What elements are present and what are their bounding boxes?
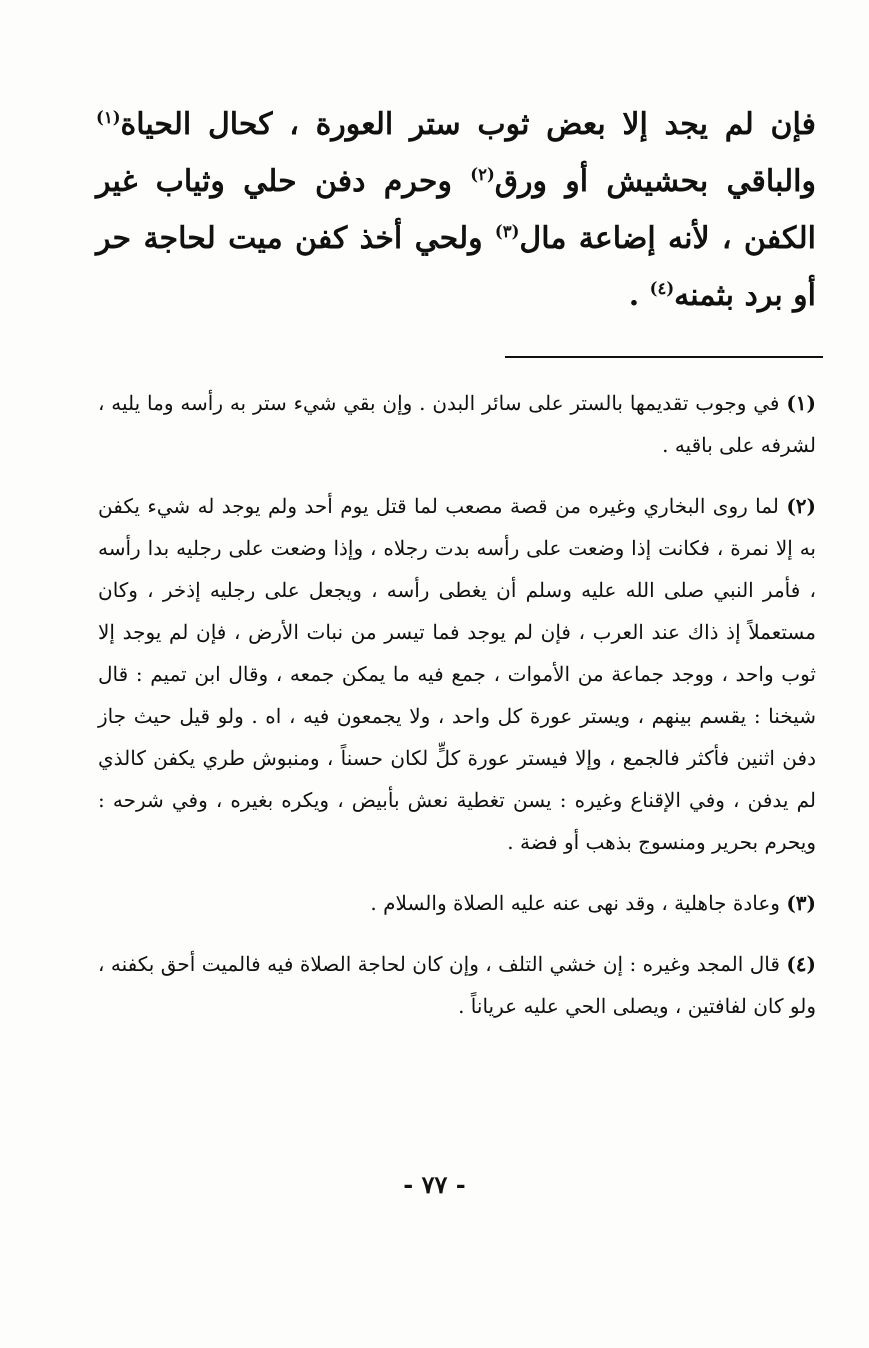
footnote-2 — [98, 485, 816, 863]
footnote-1 — [98, 382, 816, 466]
main-line-1: فإن لم يجد إلا بعض ثوب ستر العورة ، كحال الحياة — [120, 107, 816, 142]
main-line-3: الكفن ، لأنه إضاعة مال — [519, 221, 816, 256]
footnote-ref-4[interactable]: (٤) — [649, 279, 675, 298]
main-line-4-end: . — [628, 278, 640, 313]
main-paragraph — [96, 96, 816, 324]
footnote-text: لما روى البخاري وغيره من قصة مصعب لما قتل يوم أحد ولم يوجد له شيء يكفن به إلا نمرة ، فكانت إذا وضعت على رأسه بدت رجلاه ، وإذا وضعت على رجليه بدا رأسه ، فأمر النبي صلى الله عليه وسلم أن يغطى رأسه ، ويجعل على رجليه إذخر ، وكان مستعملاً إذ ذاك عند العرب ، فإن لم يوجد فما تيسر من نبات الأرض ، فإن لم يوجد إلا ثوب واحد ، ووجد جماعة من الأموات ، جمع فيه ما يمكن جمعه ، وقال ابن تميم : قال شيخنا : يقسم بينهم ، ويستر عورة كل واحد ، ولا يجمعون فيه ، اه . ولو قيل حيث جاز دفن اثنين فأكثر فالجمع ، وإلا فيستر عورة كلٍّ لكان حسناً ، ومنبوش طري يكفن كالذي لم يدفن ، وفي الإقناع وغيره : يسن تغطية نعش بأبيض ، ويكره بغيره ، وفي شرحه : ويحرم بحرير ومنسوج بذهب أو فضة . — [98, 494, 816, 854]
main-line-2: والباقي بحشيش أو ورق — [494, 164, 816, 199]
main-line-3-rest: ولحي أخذ كفن ميت لحاجة — [143, 221, 483, 256]
main-line-2-rest: وحرم دفن حلي وثياب غير — [96, 164, 452, 199]
footnote-ref-2[interactable]: (٢) — [470, 165, 495, 184]
footnote-text: قال المجد وغيره : إن خشي التلف ، وإن كان لحاجة الصلاة فيه فالميت أحق بكفنه ، ولو كان لفافتين ، ويصلى الحي عليه عرياناً . — [98, 952, 816, 1018]
page-number: - ٧٧ - — [403, 1170, 466, 1199]
footnote-number: (١) — [786, 391, 817, 415]
main-line-4: حر أو برد بثمنه — [96, 221, 816, 313]
footnote-text: وعادة جاهلية ، وقد نهى عنه عليه الصلاة والسلام . — [370, 891, 780, 915]
footnote-text: في وجوب تقديمها بالستر على سائر البدن . وإن بقي شيء ستر به رأسه وما يليه ، لشرفه على باقيه . — [98, 391, 816, 457]
footnote-4 — [98, 943, 816, 1027]
footnote-ref-1[interactable]: (١) — [96, 108, 121, 127]
footnote-ref-3[interactable]: (٣) — [494, 222, 520, 241]
footnote-number: (٣) — [786, 891, 816, 915]
footnotes-section — [98, 382, 816, 1046]
footnote-number: (٢) — [786, 494, 816, 518]
footnote-divider — [505, 356, 823, 358]
footnote-3 — [98, 882, 816, 924]
footnote-number: (٤) — [786, 952, 816, 976]
